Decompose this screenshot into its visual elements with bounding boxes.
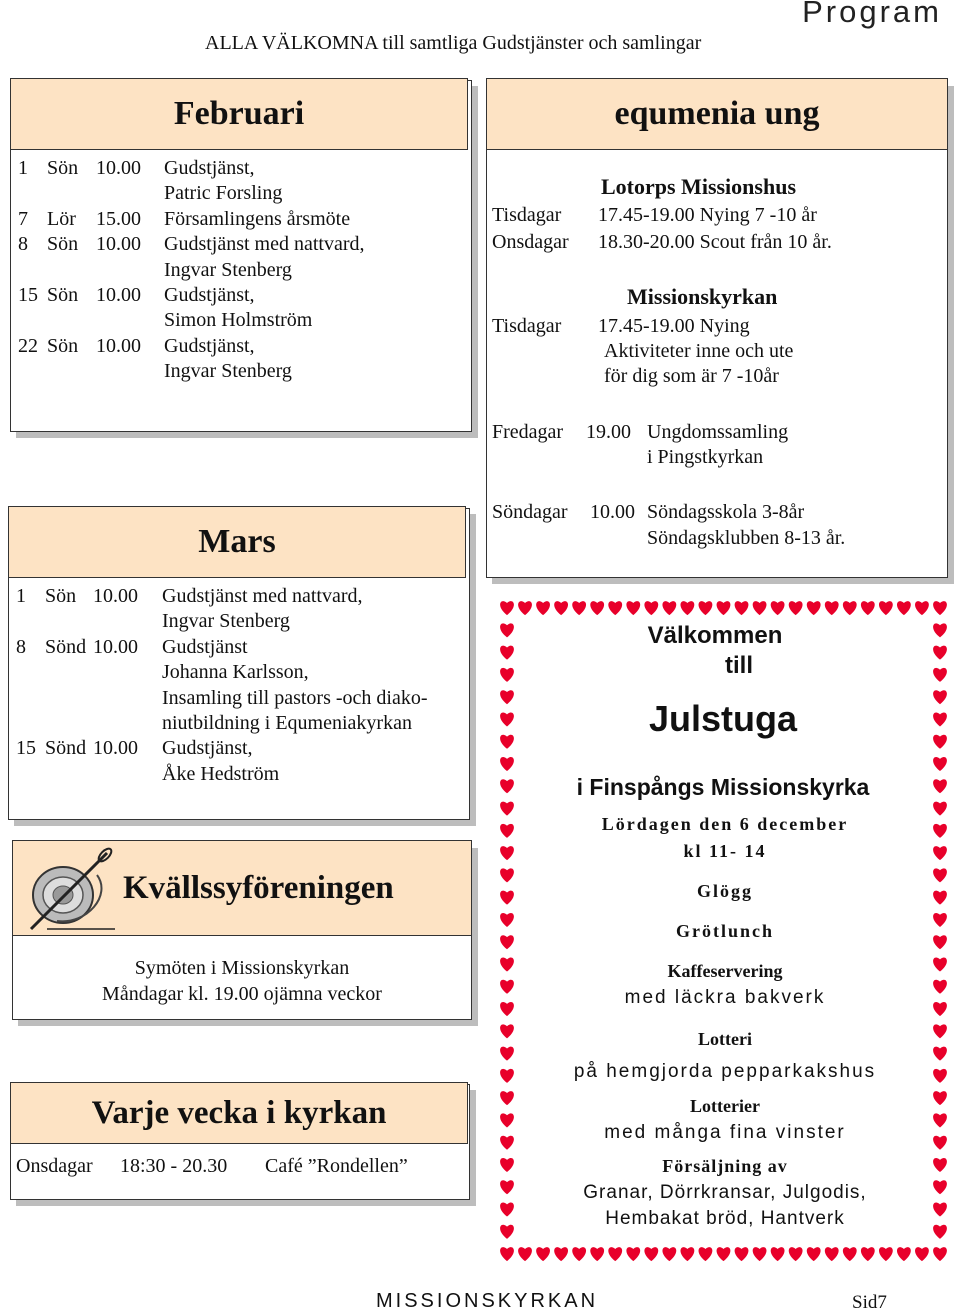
eq-r3-line2: Aktiviteter inne och ute	[604, 340, 794, 362]
heart-icon	[915, 1247, 929, 1261]
heart-icon	[590, 1247, 604, 1261]
jul-welcome: Välkommen	[647, 622, 783, 649]
heart-icon	[933, 757, 947, 771]
jul-pepparkakshus: på hemgjorda pepparkakshus	[573, 1061, 877, 1082]
mars-title: Mars	[198, 523, 276, 560]
jul-vinster: med många fina vinster	[604, 1122, 846, 1143]
mars-rows-text: Ingvar Stenberg	[162, 610, 290, 633]
feb-rows-text: Ingvar Stenberg	[164, 258, 292, 281]
heart-icon	[500, 958, 514, 972]
heart-icon	[608, 601, 622, 615]
heart-icon	[879, 601, 893, 615]
heart-icon	[933, 1091, 947, 1105]
heart-icon	[933, 802, 947, 816]
heart-icon	[897, 601, 911, 615]
heart-icon	[500, 779, 514, 793]
heart-icon	[933, 868, 947, 882]
mars-rows-text: Insamling till pastors -och diako-	[162, 686, 428, 709]
heart-icon	[500, 1247, 514, 1261]
mars-rows-wd: Sönd	[45, 635, 87, 658]
eq-r1-text: 17.45-19.00 Nying 7 -10 år	[598, 204, 817, 226]
heart-icon	[572, 1247, 586, 1261]
equmenia-title: equmenia ung	[614, 95, 820, 132]
feb-rows-text: Gudstjänst,	[164, 334, 255, 357]
heart-icon	[933, 712, 947, 726]
heart-icon	[500, 735, 514, 749]
heart-icon	[933, 623, 947, 637]
heart-icon	[933, 958, 947, 972]
mars-rows-day: 8	[16, 635, 26, 658]
eq-r3-day: Tisdagar	[492, 315, 562, 337]
feb-rows-day: 15	[18, 284, 38, 306]
feb-rows-day: 8	[18, 233, 28, 256]
mars-rows-time: 10.00	[93, 737, 138, 760]
heart-icon	[843, 1247, 857, 1261]
heart-icon	[933, 1069, 947, 1083]
heart-icon	[500, 846, 514, 860]
heart-icon	[681, 601, 695, 615]
kvall-line1: Symöten i Missionskyrkan	[134, 957, 350, 979]
feb-rows-wd: Sön	[47, 284, 79, 306]
heart-icon	[500, 868, 514, 882]
heart-icon	[500, 1091, 514, 1105]
heart-icon	[500, 668, 514, 682]
heart-icon	[518, 601, 532, 615]
varje-title: Varje vecka i kyrkan	[91, 1094, 387, 1131]
eq-r3-line3: för dig som är 7 -10år	[604, 365, 779, 387]
kvall-header	[12, 840, 472, 936]
heart-icon	[500, 891, 514, 905]
jul-place: i Finspångs Missionskyrka	[576, 774, 870, 800]
heart-icon	[789, 601, 803, 615]
heart-icon	[717, 601, 731, 615]
lotorp-heading: Lotorps Missionshus	[601, 174, 797, 199]
heart-icon	[681, 1247, 695, 1261]
heart-icon	[500, 1158, 514, 1172]
mars-rows-text: Gudstjänst med nattvard,	[162, 585, 363, 607]
feb-rows-time: 10.00	[96, 334, 141, 357]
heart-icon	[879, 1247, 893, 1261]
heart-icon	[933, 1225, 947, 1239]
feb-rows-time: 10.00	[96, 284, 141, 306]
heart-icon	[500, 1113, 514, 1127]
heart-icon	[933, 779, 947, 793]
heart-icon	[843, 601, 857, 615]
eq-son-text2: Söndagsklubben 8-13 år.	[647, 527, 846, 549]
heart-icon	[735, 1247, 749, 1261]
feb-rows-day: 7	[18, 207, 28, 230]
heart-icon	[518, 1247, 532, 1261]
eq-son-time: 10.00	[590, 501, 635, 523]
februari-header	[10, 78, 468, 150]
heart-icon	[933, 980, 947, 994]
jul-granar: Granar, Dörrkransar, Julgodis,	[583, 1182, 867, 1203]
mars-rows-time: 10.00	[93, 635, 138, 658]
varje-time: 18:30 - 20.30	[120, 1155, 228, 1177]
heart-icon	[500, 980, 514, 994]
jul-grotlunch: Grötlunch	[675, 921, 774, 941]
varje-header	[10, 1082, 468, 1144]
heart-icon	[500, 1225, 514, 1239]
feb-rows-text: Gudstjänst med nattvard,	[164, 233, 365, 256]
jul-glogg: Glögg	[696, 881, 753, 901]
jul-hembakat: Hembakat bröd, Hantverk	[605, 1208, 845, 1229]
heart-icon	[699, 601, 713, 615]
heart-icon	[500, 1180, 514, 1194]
feb-rows-wd: Sön	[47, 334, 79, 357]
jul-time: kl 11- 14	[683, 841, 767, 861]
heart-icon	[933, 1047, 947, 1061]
feb-rows-text: Gudstjänst,	[164, 284, 255, 306]
section-title: Program	[802, 0, 942, 29]
heart-icon	[825, 1247, 839, 1261]
mars-rows-text: niutbildning i Equmeniakyrkan	[162, 712, 412, 734]
heart-icon	[933, 846, 947, 860]
mars-header	[8, 506, 466, 578]
heart-icon	[590, 601, 604, 615]
varje-day: Onsdagar	[16, 1155, 93, 1177]
jul-date: Lördagen den 6 december	[601, 814, 849, 834]
kvall-line2: Måndagar kl. 19.00 ojämna veckor	[102, 983, 382, 1005]
feb-rows-text: Simon Holmström	[164, 309, 313, 332]
heart-icon	[500, 1002, 514, 1016]
mars-rows-day: 15	[16, 737, 36, 760]
eq-r1-day: Tisdagar	[492, 204, 562, 226]
mars-rows-text: Åke Hedström	[162, 762, 280, 785]
heart-icon	[554, 1247, 568, 1261]
heart-icon	[933, 824, 947, 838]
missionskyrkan-heading: Missionskyrkan	[627, 284, 778, 309]
mars-rows-text: Gudstjänst,	[162, 737, 253, 760]
jul-title: Julstuga	[648, 698, 798, 739]
eq-r2-text: 18.30-20.00 Scout från 10 år.	[598, 231, 832, 253]
heart-icon	[536, 601, 550, 615]
eq-fre-time: 19.00	[586, 421, 631, 443]
heart-icon	[933, 1024, 947, 1038]
heart-icon	[825, 601, 839, 615]
feb-rows-wd: Lör	[47, 207, 76, 230]
heart-icon	[807, 1247, 821, 1261]
heart-icon	[554, 601, 568, 615]
heart-icon	[861, 601, 875, 615]
feb-rows-day: 22	[18, 334, 38, 357]
februari-title: Februari	[173, 95, 305, 132]
eq-fre-text1: Ungdomssamling	[647, 421, 789, 443]
heart-icon	[500, 935, 514, 949]
eq-r3-text: 17.45-19.00 Nying	[598, 315, 750, 337]
heart-icon	[500, 824, 514, 838]
heart-icon	[500, 1024, 514, 1038]
heart-icon	[626, 601, 640, 615]
heart-icon	[753, 1247, 767, 1261]
footer-page: Sid7	[852, 1292, 887, 1313]
eq-fre-text2: i Pingstkyrkan	[647, 446, 764, 468]
mars-rows-text: Johanna Karlsson,	[162, 661, 309, 684]
feb-rows-time: 10.00	[96, 157, 141, 179]
eq-r2-day: Onsdagar	[492, 231, 569, 253]
mars-rows-day: 1	[16, 585, 26, 607]
heart-icon	[915, 601, 929, 615]
jul-bakverk: med läckra bakverk	[624, 987, 826, 1008]
heart-icon	[933, 935, 947, 949]
heart-icon	[500, 623, 514, 637]
heart-icon	[933, 735, 947, 749]
feb-rows-text: Patric Forsling	[164, 182, 283, 205]
heart-icon	[644, 1247, 658, 1261]
julstuga-flyer	[526, 620, 924, 1238]
heart-icon	[933, 1180, 947, 1194]
eq-fre-day: Fredagar	[492, 421, 564, 443]
jul-kaffe: Kaffeservering	[667, 961, 783, 981]
heart-icon	[771, 1247, 785, 1261]
heart-icon	[500, 601, 514, 615]
heart-icon	[807, 601, 821, 615]
heart-icon	[735, 601, 749, 615]
heart-icon	[933, 913, 947, 927]
feb-rows-time: 10.00	[96, 233, 141, 256]
heart-icon	[861, 1247, 875, 1261]
heart-icon	[933, 1113, 947, 1127]
mars-rows-wd: Sön	[45, 585, 77, 607]
heart-icon	[500, 712, 514, 726]
feb-rows-wd: Sön	[47, 157, 79, 179]
jul-lotteri: Lotteri	[698, 1029, 752, 1049]
heart-icon	[933, 891, 947, 905]
kvall-title: Kvällssyföreningen	[123, 869, 394, 906]
heart-icon	[933, 1002, 947, 1016]
welcome-line: ALLA VÄLKOMNA till samtliga Gudstjänster och samlingar	[205, 32, 702, 54]
heart-icon	[500, 1136, 514, 1150]
jul-forsaljning: Försäljning av	[662, 1156, 788, 1176]
heart-icon	[662, 1247, 676, 1261]
jul-lotterier: Lotterier	[690, 1096, 760, 1116]
needle-thread-icon	[27, 845, 117, 931]
heart-icon	[753, 601, 767, 615]
heart-icon	[500, 690, 514, 704]
heart-icon	[789, 1247, 803, 1261]
heart-icon	[626, 1247, 640, 1261]
heart-icon	[933, 690, 947, 704]
heart-icon	[500, 1047, 514, 1061]
heart-icon	[608, 1247, 622, 1261]
heart-icon	[500, 913, 514, 927]
footer-church: MISSIONSKYRKAN	[376, 1290, 599, 1312]
jul-till: till	[725, 652, 753, 679]
equmenia-header	[486, 78, 948, 150]
feb-rows-day: 1	[18, 157, 28, 179]
mars-rows-text: Gudstjänst	[162, 635, 248, 658]
heart-icon	[500, 646, 514, 660]
heart-icon	[933, 1247, 947, 1261]
heart-icon	[897, 1247, 911, 1261]
mars-rows-time: 10.00	[93, 585, 138, 607]
feb-rows-wd: Sön	[47, 233, 79, 256]
heart-icon	[500, 757, 514, 771]
feb-rows-text: Ingvar Stenberg	[164, 360, 292, 383]
mars-rows-wd: Sönd	[45, 737, 87, 760]
heart-icon	[699, 1247, 713, 1261]
varje-what: Café ”Rondellen”	[265, 1155, 408, 1177]
heart-icon	[933, 1203, 947, 1217]
feb-rows-time: 15.00	[96, 207, 141, 230]
heart-icon	[500, 1069, 514, 1083]
heart-icon	[933, 601, 947, 615]
feb-rows-text: Gudstjänst,	[164, 157, 255, 179]
eq-son-text1: Söndagsskola 3-8år	[647, 501, 805, 523]
heart-icon	[572, 601, 586, 615]
heart-icon	[771, 601, 785, 615]
heart-icon	[933, 1158, 947, 1172]
heart-icon	[717, 1247, 731, 1261]
eq-son-day: Söndagar	[492, 501, 568, 523]
heart-icon	[500, 802, 514, 816]
heart-icon	[662, 601, 676, 615]
feb-rows-text: Församlingens årsmöte	[164, 207, 351, 230]
heart-icon	[536, 1247, 550, 1261]
heart-icon	[644, 601, 658, 615]
heart-icon	[933, 1136, 947, 1150]
heart-icon	[500, 1203, 514, 1217]
